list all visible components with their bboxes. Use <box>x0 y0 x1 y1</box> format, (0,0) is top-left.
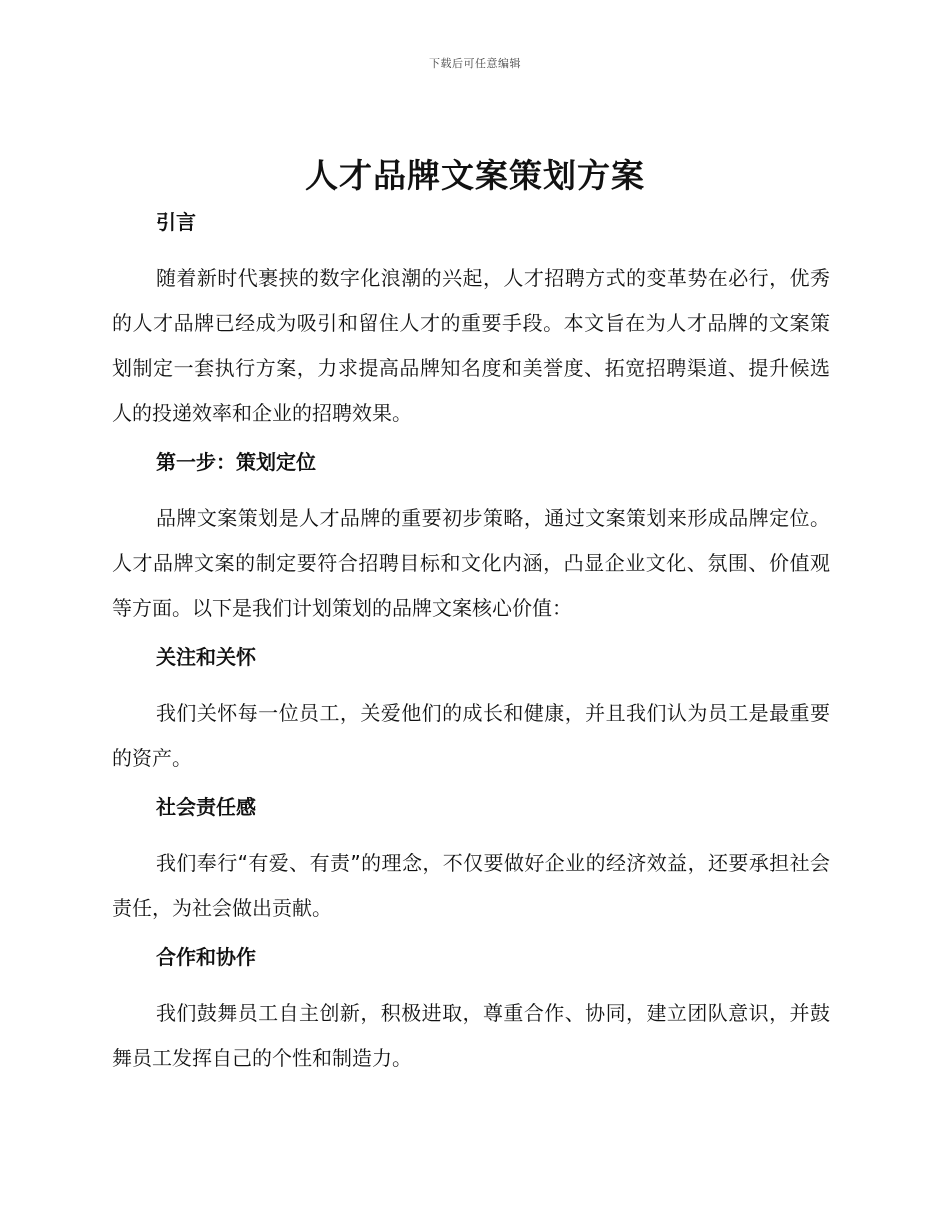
section-paragraph-social-responsibility: 我们奉行“有爱、有责”的理念，不仅要做好企业的经济效益，还要承担社会责任，为社会做出贡献。 <box>112 851 830 920</box>
document-title: 人才品牌文案策划方案 <box>305 156 645 195</box>
section-paragraph-positioning: 品牌文案策划是人才品牌的重要初步策略，通过文案策划来形成品牌定位。人才品牌文案的制定要符合招聘目标和文化内涵，凸显企业文化、氛围、价值观等方面。以下是我们计划策划的品牌文案核心价值： <box>112 506 830 620</box>
document-body <box>112 200 830 1081</box>
header-note: 下载后可任意编辑 <box>429 57 521 70</box>
section-paragraph-cooperation: 我们鼓舞员工自主创新，积极进取，尊重合作、协同，建立团队意识，并鼓舞员工发挥自己的个性和制造力。 <box>112 1001 830 1070</box>
section-heading-care: 关注和关怀 <box>156 645 256 669</box>
section-heading-cooperation: 合作和协作 <box>156 945 256 969</box>
section-heading-positioning: 第一步：策划定位 <box>156 450 316 474</box>
section-paragraph-care: 我们关怀每一位员工，关爱他们的成长和健康，并且我们认为员工是最重要的资产。 <box>112 701 830 770</box>
section-paragraph-intro: 随着新时代裹挟的数字化浪潮的兴起，人才招聘方式的变革势在必行，优秀的人才品牌已经成为吸引和留住人才的重要手段。本文旨在为人才品牌的文案策划制定一套执行方案，力求提高品牌知名度和美誉度、拓宽招聘渠道、提升候选人的投递效率和企业的招聘效果。 <box>112 266 830 425</box>
section-heading-social-responsibility: 社会责任感 <box>156 795 256 819</box>
section-heading-intro: 引言 <box>156 210 196 234</box>
